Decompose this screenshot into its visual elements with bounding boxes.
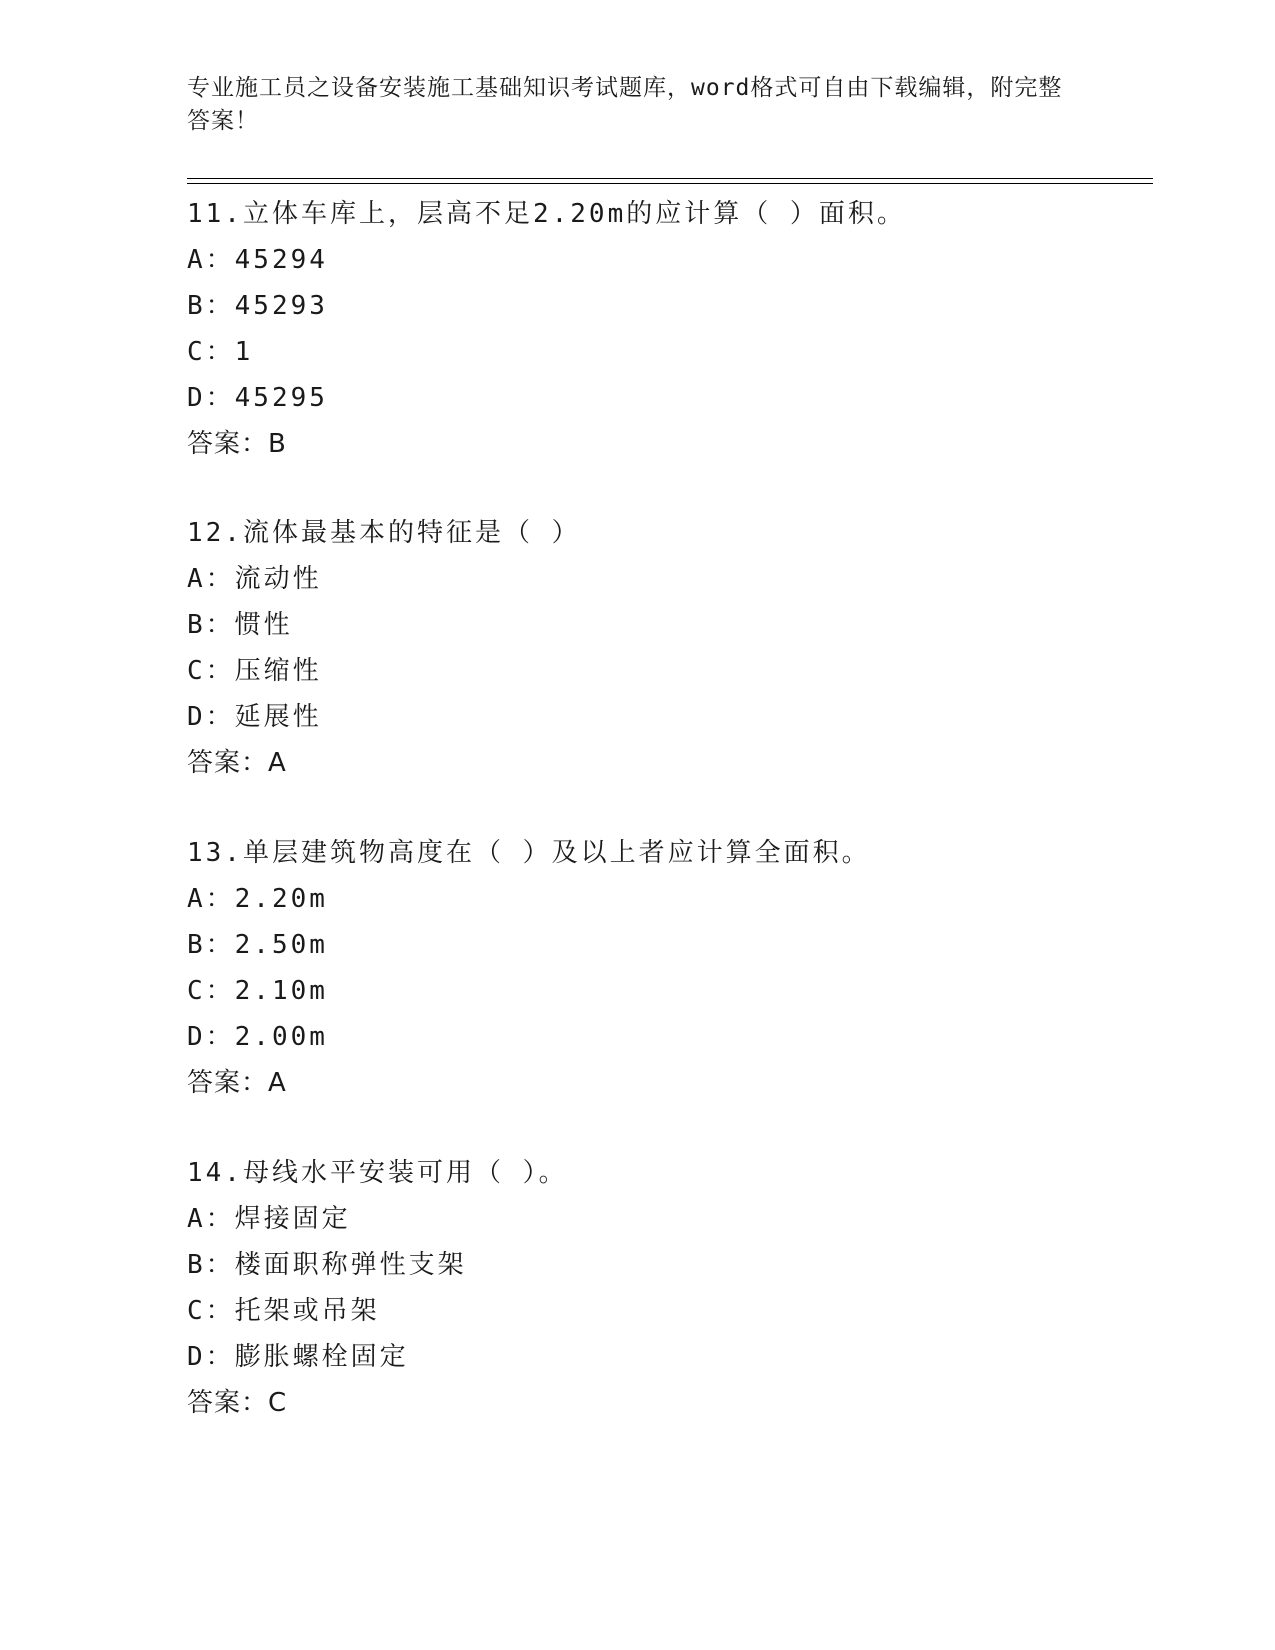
question-12 (187, 510, 1153, 786)
question-stem: 13.单层建筑物高度在（ ）及以上者应计算全面积。 (187, 838, 871, 868)
option-d: D：膨胀螺栓固定 (187, 1342, 409, 1372)
question-stem: 11.立体车库上，层高不足2.20m的应计算（ ）面积。 (187, 199, 906, 229)
option-c: C：2.10m (187, 976, 328, 1006)
answer: 答案：A (187, 1068, 287, 1098)
option-a: A：焊接固定 (187, 1204, 351, 1234)
answer: 答案：A (187, 748, 287, 778)
option-b: B：惯性 (187, 610, 293, 640)
option-d: D：45295 (187, 383, 328, 413)
option-c: C：压缩性 (187, 656, 322, 686)
option-d: D：2.00m (187, 1022, 328, 1052)
question-13 (187, 830, 1153, 1106)
header-divider-top (187, 178, 1153, 179)
header-divider-bottom (187, 183, 1153, 184)
option-b: B：2.50m (187, 930, 328, 960)
question-stem: 12.流体最基本的特征是（ ） (187, 518, 581, 548)
question-stem: 14.母线水平安装可用（ ）。 (187, 1158, 568, 1188)
answer: 答案：C (187, 1388, 288, 1418)
option-c: C：1 (187, 337, 254, 367)
option-b: B：楼面职称弹性支架 (187, 1250, 467, 1280)
option-d: D：延展性 (187, 702, 322, 732)
document-header: 专业施工员之设备安装施工基础知识考试题库，word格式可自由下载编辑，附完整答案！ (187, 75, 1063, 134)
option-b: B：45293 (187, 291, 328, 321)
option-a: A：流动性 (187, 564, 322, 594)
question-14 (187, 1150, 1153, 1426)
option-a: A：2.20m (187, 884, 328, 914)
question-11 (187, 191, 1153, 467)
option-a: A：45294 (187, 245, 328, 275)
answer: 答案：B (187, 429, 287, 459)
option-c: C：托架或吊架 (187, 1296, 380, 1326)
